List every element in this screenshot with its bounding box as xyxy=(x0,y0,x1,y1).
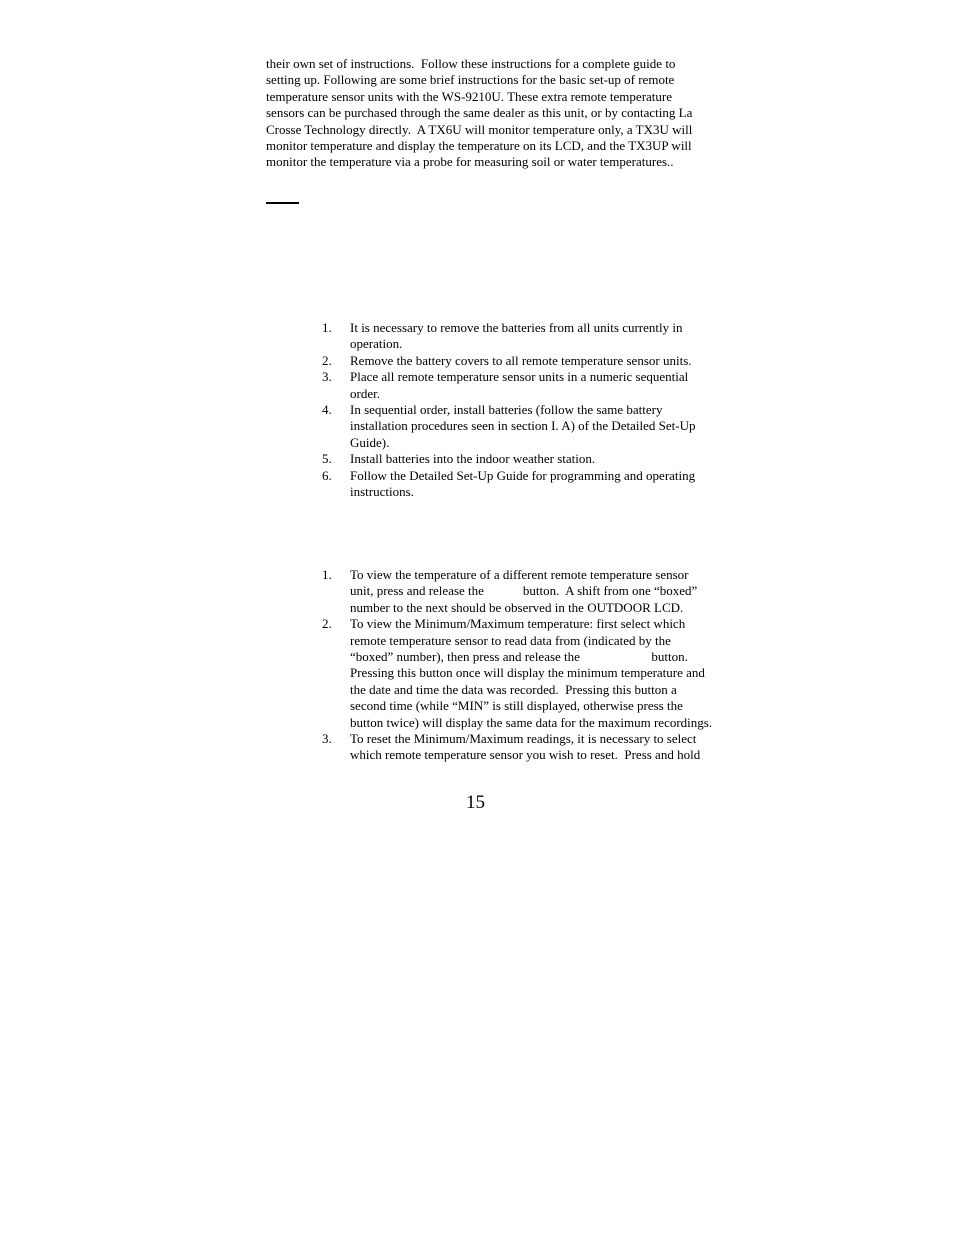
list-item-line: In sequential order, install batteries (follow the same battery xyxy=(350,402,663,418)
list-item-line: number to the next should be observed in the OUTDOOR LCD. xyxy=(350,599,684,615)
intro-line: Crosse Technology directly. A TX6U will monitor temperature only, a TX3U will xyxy=(266,121,693,137)
list-item-number: 6. xyxy=(322,467,332,483)
list-item-number: 2. xyxy=(322,352,332,368)
list-item-line: To reset the Minimum/Maximum readings, it is necessary to select xyxy=(350,731,697,747)
list-item xyxy=(322,567,762,616)
list-item-number: 5. xyxy=(322,451,332,467)
list-item-line: order. xyxy=(350,385,380,401)
list-item xyxy=(322,353,762,369)
setup-steps-list xyxy=(322,320,762,500)
intro-paragraph xyxy=(266,56,744,171)
list-item-line: instructions. xyxy=(350,484,414,500)
list-item xyxy=(322,468,762,501)
list-item-line: “boxed” number), then press and release the button. xyxy=(350,649,688,665)
page-number: 15 xyxy=(466,792,485,813)
list-item xyxy=(322,402,762,451)
list-item-line: second time (while “MIN” is still displayed, otherwise press the xyxy=(350,698,683,714)
list-item-line: Pressing this button once will display the minimum temperature and xyxy=(350,665,705,681)
section-heading-underline xyxy=(266,202,299,204)
list-item-number: 3. xyxy=(322,369,332,385)
list-item xyxy=(322,731,762,764)
intro-line: monitor temperature and display the temperature on its LCD, and the TX3UP will xyxy=(266,138,692,154)
list-item-line: operation. xyxy=(350,336,403,352)
intro-line: sensors can be purchased through the same dealer as this unit, or by contacting La xyxy=(266,105,693,121)
list-item xyxy=(322,616,762,731)
list-item-line: To view the Minimum/Maximum temperature: first select which xyxy=(350,616,686,632)
list-item xyxy=(322,369,762,402)
intro-line: their own set of instructions. Follow these instructions for a complete guide to xyxy=(266,56,676,71)
list-item-number: 1. xyxy=(322,320,332,335)
viewing-steps-list xyxy=(322,567,762,764)
intro-line: setting up. Following are some brief instructions for the basic set-up of remote xyxy=(266,72,675,88)
intro-line: monitor the temperature via a probe for measuring soil or water temperatures.. xyxy=(266,154,674,170)
list-item-line: button twice) will display the same data for the maximum recordings. xyxy=(350,714,713,730)
list-item-line: Place all remote temperature sensor units in a numeric sequential xyxy=(350,369,689,385)
list-item-line: the date and time the data was recorded. Pressing this button a xyxy=(350,681,677,697)
list-item-line: It is necessary to remove the batteries from all units currently in xyxy=(350,320,683,335)
list-item-line: Guide). xyxy=(350,434,390,450)
list-item-line: Remove the battery covers to all remote temperature sensor units. xyxy=(350,352,692,368)
list-item-number: 2. xyxy=(322,616,332,632)
list-item-line: installation procedures seen in section I. A) of the Detailed Set-Up xyxy=(350,418,696,434)
list-item-line: Install batteries into the indoor weather station. xyxy=(350,451,596,467)
list-item xyxy=(322,451,762,467)
list-item-number: 4. xyxy=(322,402,332,418)
list-item-line: To view the temperature of a different remote temperature sensor xyxy=(350,567,689,582)
list-item-line: unit, press and release the button. A shift from one “boxed” xyxy=(350,583,698,599)
list-item-line: remote temperature sensor to read data from (indicated by the xyxy=(350,632,671,648)
intro-line: temperature sensor units with the WS-9210U. These extra remote temperature xyxy=(266,88,673,104)
list-item-number: 1. xyxy=(322,567,332,582)
list-item-line: which remote temperature sensor you wish to reset. Press and hold xyxy=(350,747,701,763)
list-item-number: 3. xyxy=(322,731,332,747)
list-item-line: Follow the Detailed Set-Up Guide for programming and operating xyxy=(350,467,696,483)
list-item xyxy=(322,320,762,353)
